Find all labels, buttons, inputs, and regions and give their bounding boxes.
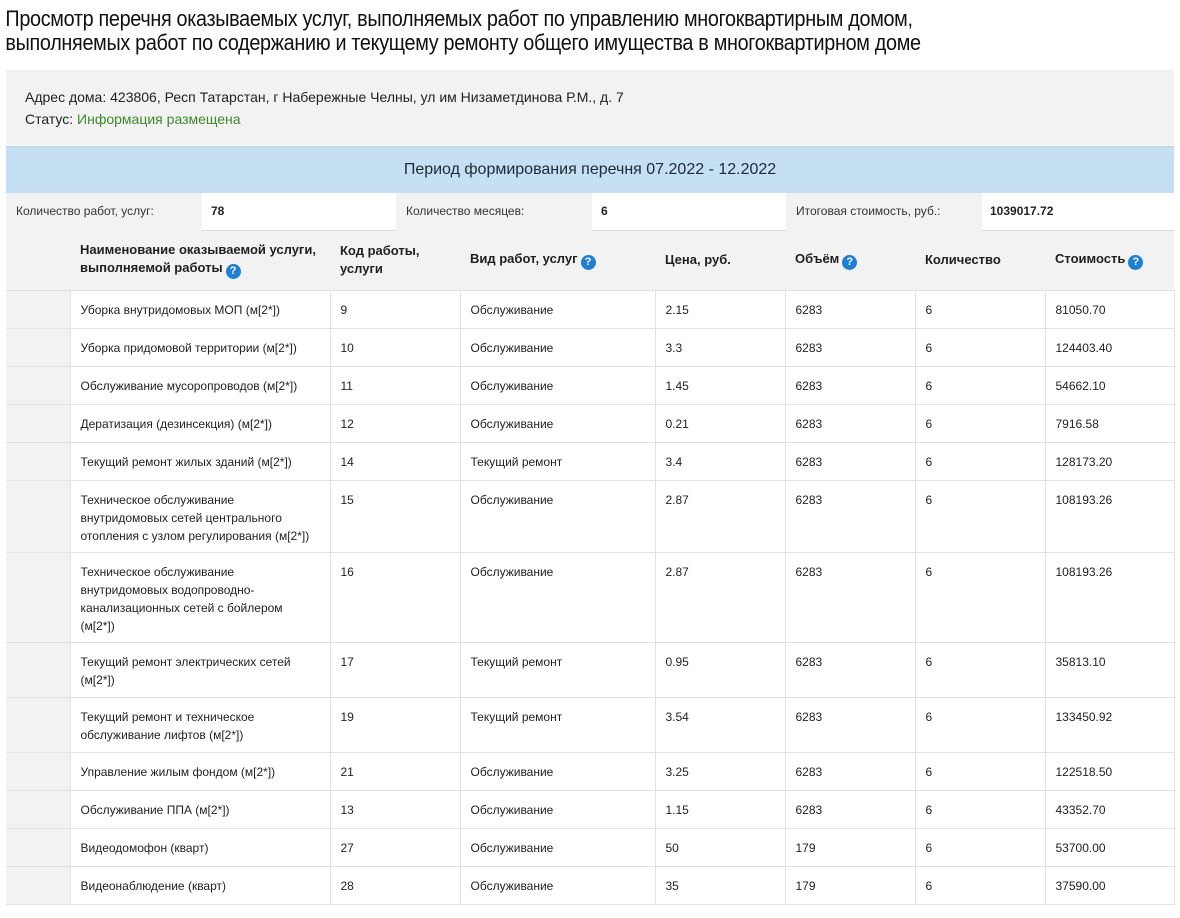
cell-work-code: 12 [330, 404, 460, 442]
address-value: 423806, Респ Татарстан, г Набережные Челны, ул им Низаметдинова Р.М., д. 7 [110, 89, 624, 105]
cell-work-type: Обслуживание [460, 790, 655, 828]
cell-work-code: 17 [330, 642, 460, 697]
header-work-type: Вид работ, услуг ? [460, 231, 655, 290]
status-value: Информация размещена [77, 111, 241, 127]
table-header-row [6, 231, 1174, 290]
cell-service-name: Видеодомофон (кварт) [70, 828, 330, 866]
row-gutter [6, 752, 70, 790]
cell-work-code: 16 [330, 552, 460, 642]
cell-quantity: 6 [915, 552, 1045, 642]
header-service-name: Наименование оказываемой услуги, выполняемой работы ? [70, 231, 330, 290]
summary-bar [6, 193, 1174, 231]
cell-service-name: Обслуживание ППА (м[2*]) [70, 790, 330, 828]
cell-work-type: Обслуживание [460, 752, 655, 790]
table-row [6, 552, 1174, 642]
header-volume: Объём ? [785, 231, 915, 290]
address-line [25, 89, 624, 105]
cell-volume: 6283 [785, 642, 915, 697]
status-label: Статус: [25, 111, 74, 127]
cell-service-name: Уборка внутридомовых МОП (м[2*]) [70, 290, 330, 328]
cell-work-type: Текущий ремонт [460, 697, 655, 752]
cell-quantity: 6 [915, 366, 1045, 404]
cell-service-name: Текущий ремонт и техническое обслуживание лифтов (м[2*]) [70, 697, 330, 752]
cell-cost: 124403.40 [1045, 328, 1174, 366]
cell-volume: 6283 [785, 328, 915, 366]
cell-cost: 37590.00 [1045, 866, 1174, 904]
cell-service-name: Техническое обслуживание внутридомовых сетей центрального отопления с узлом регулирования (м[2*]) [70, 480, 330, 552]
table-row [6, 752, 1174, 790]
cell-cost: 108193.26 [1045, 552, 1174, 642]
cell-service-name: Техническое обслуживание внутридомовых водопроводно-канализационных сетей с бойлером (м[2*]) [70, 552, 330, 642]
table-row [6, 442, 1174, 480]
row-gutter [6, 697, 70, 752]
cell-work-code: 9 [330, 290, 460, 328]
row-gutter [6, 480, 70, 552]
header-work-code: Код работы, услуги [330, 231, 460, 290]
table-row [6, 697, 1174, 752]
cell-cost: 35813.10 [1045, 642, 1174, 697]
cell-service-name: Текущий ремонт электрических сетей (м[2*]) [70, 642, 330, 697]
cell-price: 35 [655, 866, 785, 904]
cell-price: 2.87 [655, 480, 785, 552]
cell-work-type: Обслуживание [460, 290, 655, 328]
address-label: Адрес дома: [25, 89, 107, 105]
cell-price: 2.87 [655, 552, 785, 642]
header-price: Цена, руб. [655, 231, 785, 290]
row-gutter [6, 366, 70, 404]
cell-work-type: Текущий ремонт [460, 442, 655, 480]
cell-quantity: 6 [915, 404, 1045, 442]
cell-price: 3.4 [655, 442, 785, 480]
cell-volume: 179 [785, 866, 915, 904]
cell-volume: 6283 [785, 752, 915, 790]
table-row [6, 642, 1174, 697]
cell-volume: 179 [785, 828, 915, 866]
cell-work-type: Обслуживание [460, 480, 655, 552]
header-blank [6, 231, 70, 290]
row-gutter [6, 442, 70, 480]
cell-service-name: Видеонаблюдение (кварт) [70, 866, 330, 904]
table-row [6, 790, 1174, 828]
table-row [6, 290, 1174, 328]
cell-work-type: Обслуживание [460, 404, 655, 442]
period-header: Период формирования перечня 07.2022 - 12.2022 [6, 146, 1174, 193]
cell-work-code: 28 [330, 866, 460, 904]
cell-volume: 6283 [785, 442, 915, 480]
cell-work-code: 10 [330, 328, 460, 366]
total-cost-label: Итоговая стоимость, руб.: [786, 193, 982, 231]
cell-work-code: 15 [330, 480, 460, 552]
page-title-line-1: Просмотр перечня оказываемых услуг, выполняемых работ по управлению многоквартирным домом, [5, 6, 913, 31]
cell-quantity: 6 [915, 290, 1045, 328]
works-count-label: Количество работ, услуг: [6, 193, 202, 231]
table-row [6, 328, 1174, 366]
cell-work-type: Обслуживание [460, 328, 655, 366]
cell-work-type: Текущий ремонт [460, 642, 655, 697]
cell-service-name: Дератизация (дезинсекция) (м[2*]) [70, 404, 330, 442]
cell-quantity: 6 [915, 752, 1045, 790]
cell-work-type: Обслуживание [460, 866, 655, 904]
row-gutter [6, 404, 70, 442]
cell-work-code: 19 [330, 697, 460, 752]
cell-quantity: 6 [915, 442, 1045, 480]
cell-quantity: 6 [915, 328, 1045, 366]
cell-service-name: Текущий ремонт жилых зданий (м[2*]) [70, 442, 330, 480]
cell-work-type: Обслуживание [460, 828, 655, 866]
question-circle-icon[interactable]: ? [226, 264, 241, 279]
cell-price: 50 [655, 828, 785, 866]
cell-cost: 7916.58 [1045, 404, 1174, 442]
cell-price: 1.45 [655, 366, 785, 404]
cell-cost: 128173.20 [1045, 442, 1174, 480]
status-line [25, 111, 241, 127]
cell-work-type: Обслуживание [460, 366, 655, 404]
cell-cost: 43352.70 [1045, 790, 1174, 828]
row-gutter [6, 290, 70, 328]
cell-price: 0.21 [655, 404, 785, 442]
cell-service-name: Обслуживание мусоропроводов (м[2*]) [70, 366, 330, 404]
cell-price: 0.95 [655, 642, 785, 697]
row-gutter [6, 642, 70, 697]
cell-volume: 6283 [785, 290, 915, 328]
cell-service-name: Управление жилым фондом (м[2*]) [70, 752, 330, 790]
page-title [0, 0, 1161, 55]
months-count-label: Количество месяцев: [396, 193, 592, 231]
cell-volume: 6283 [785, 480, 915, 552]
cell-volume: 6283 [785, 366, 915, 404]
cell-work-code: 21 [330, 752, 460, 790]
table-row [6, 480, 1174, 552]
cell-quantity: 6 [915, 790, 1045, 828]
cell-quantity: 6 [915, 642, 1045, 697]
row-gutter [6, 866, 70, 904]
total-cost-value: 1039017.72 [990, 204, 1054, 218]
cell-work-code: 27 [330, 828, 460, 866]
question-circle-icon[interactable]: ? [1128, 255, 1143, 270]
row-gutter [6, 328, 70, 366]
cell-work-code: 14 [330, 442, 460, 480]
cell-quantity: 6 [915, 480, 1045, 552]
works-count-value: 78 [211, 204, 225, 218]
cell-service-name: Уборка придомовой территории (м[2*]) [70, 328, 330, 366]
months-count-value: 6 [601, 204, 608, 218]
row-gutter [6, 552, 70, 642]
cell-price: 3.54 [655, 697, 785, 752]
page-title-line-2: выполняемых работ по содержанию и текущему ремонту общего имущества в многоквартирном доме [5, 30, 921, 55]
cell-cost: 122518.50 [1045, 752, 1174, 790]
cell-cost: 54662.10 [1045, 366, 1174, 404]
question-circle-icon[interactable]: ? [842, 255, 857, 270]
cell-quantity: 6 [915, 697, 1045, 752]
cell-quantity: 6 [915, 828, 1045, 866]
row-gutter [6, 790, 70, 828]
header-cost: Стоимость ? [1045, 231, 1174, 290]
cell-work-code: 13 [330, 790, 460, 828]
cell-volume: 6283 [785, 697, 915, 752]
cell-volume: 6283 [785, 790, 915, 828]
table-row [6, 404, 1174, 442]
table-row [6, 828, 1174, 866]
cell-cost: 133450.92 [1045, 697, 1174, 752]
services-table [6, 231, 1175, 905]
cell-volume: 6283 [785, 404, 915, 442]
row-gutter [6, 828, 70, 866]
question-circle-icon[interactable]: ? [581, 255, 596, 270]
cell-quantity: 6 [915, 866, 1045, 904]
cell-volume: 6283 [785, 552, 915, 642]
table-row [6, 866, 1174, 904]
house-info-panel [6, 70, 1174, 145]
cell-cost: 53700.00 [1045, 828, 1174, 866]
cell-cost: 81050.70 [1045, 290, 1174, 328]
cell-price: 3.25 [655, 752, 785, 790]
table-row [6, 366, 1174, 404]
cell-price: 1.15 [655, 790, 785, 828]
cell-work-code: 11 [330, 366, 460, 404]
cell-price: 3.3 [655, 328, 785, 366]
cell-price: 2.15 [655, 290, 785, 328]
cell-cost: 108193.26 [1045, 480, 1174, 552]
header-quantity: Количество [915, 231, 1045, 290]
cell-work-type: Обслуживание [460, 552, 655, 642]
